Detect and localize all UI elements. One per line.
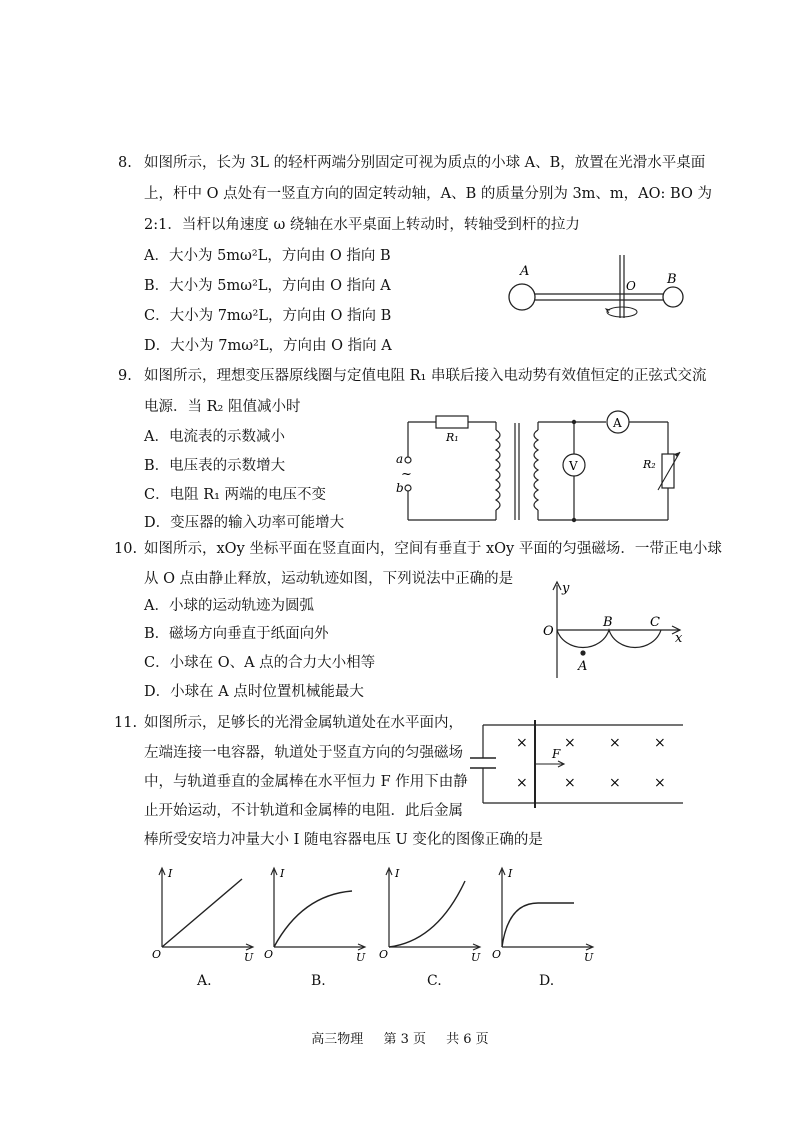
label-a: A [520,264,530,279]
svg-text:×: × [654,775,666,791]
svg-text:×: × [609,775,621,791]
ball-b [663,287,683,307]
svg-text:~: ~ [401,467,412,482]
graph-c [377,865,487,965]
svg-text:×: × [516,735,528,751]
svg-text:y: y [562,581,570,596]
point-a [580,650,585,655]
svg-text:R₂: R₂ [643,458,656,471]
q10-number: 10. [114,541,138,557]
q8-option-d: D．大小为 7mω²L，方向由 O 指向 A [144,338,392,354]
q11-stem-line-3: 中，与轨道垂直的金属棒在水平恒力 F 作用下由静 [144,774,468,790]
svg-text:×: × [654,735,666,751]
graph-c-curve [389,881,465,947]
terminal-a [405,457,411,463]
q10-option-c: C．小球在 O、A 点的合力大小相等 [144,655,376,671]
q11-stem-line-1: 如图所示，足够长的光滑金属轨道处在水平面内， [144,715,463,731]
secondary-coil [534,430,538,510]
svg-text:×: × [609,735,621,751]
q11-stem-line-5: 棒所受安培力冲量大小 I 随电容器电压 U 变化的图像正确的是 [144,832,543,848]
svg-text:I: I [508,867,513,880]
q10-stem-line-2: 从 O 点由静止释放，运动轨迹如图，下列说法中正确的是 [144,571,514,587]
graph-a-label: A. [197,973,212,989]
q10-stem-line-1: 如图所示，xOy 坐标平面在竖直面内，空间有垂直于 xOy 平面的匀强磁场．一带正电小球 [144,541,722,557]
svg-text:a: a [396,452,404,466]
q8-option-a: A．大小为 5mω²L，方向由 O 指向 B [144,248,391,264]
footer-subject: 高三物理 [311,1032,364,1047]
svg-text:O: O [264,948,274,961]
resistor-r1 [436,416,468,428]
svg-text:I: I [280,867,285,880]
label-o: O [626,279,636,293]
graph-b [262,865,372,965]
q9-option-a: A．电流表的示数减小 [144,429,285,445]
svg-text:O: O [492,948,502,961]
q8-option-b: B．大小为 5mω²L，方向由 O 指向 A [144,278,391,294]
svg-text:U: U [244,951,254,964]
svg-text:R₁: R₁ [446,431,459,444]
svg-text:O: O [379,948,389,961]
q9-stem-line-2: 电源．当 R₂ 阻值减小时 [144,399,301,415]
q11-stem-line-2: 左端连接一电容器，轨道处于竖直方向的匀强磁场 [144,745,463,761]
primary-coil [496,430,500,510]
svg-text:O: O [152,948,162,961]
q9-option-c: C．电阻 R₁ 两端的电压不变 [144,487,327,503]
graph-b-curve [274,891,352,947]
svg-text:I: I [168,867,173,880]
svg-text:A: A [613,416,622,430]
q8-stem-line-2: 上，杆中 O 点处有一竖直方向的固定转动轴，A、B 的质量分别为 3m、m，AO: BO 为 [144,186,712,202]
graph-d [490,865,600,965]
q8-rod-figure [500,250,700,330]
svg-text:C: C [650,615,660,630]
page-footer [0,1028,800,1047]
resistor-r2 [662,454,674,488]
graph-b-label: B. [311,973,326,989]
ball-a [509,284,535,310]
svg-text:O: O [543,624,554,639]
q8-option-c: C．大小为 7mω²L，方向由 O 指向 B [144,308,392,324]
svg-text:x: x [675,631,683,646]
svg-text:V: V [569,459,578,473]
footer-total: 共 6 页 [446,1032,489,1047]
q9-option-d: D．变压器的输入功率可能增大 [144,515,345,531]
q10-trajectory-figure [540,580,690,680]
footer-page: 第 3 页 [383,1032,426,1047]
graph-a [150,865,260,965]
graph-d-label: D. [539,973,555,989]
q8-number: 8. [118,155,132,171]
svg-text:×: × [516,775,528,791]
q10-option-a: A．小球的运动轨迹为圆弧 [144,598,314,614]
q11-number: 11. [114,715,138,731]
q10-option-b: B．磁场方向垂直于纸面向外 [144,626,329,642]
svg-text:b: b [396,481,404,495]
q11-rail-figure [478,720,688,810]
svg-text:U: U [471,951,481,964]
q10-option-d: D．小球在 A 点时位置机械能最大 [144,684,364,700]
q8-stem-line-1: 如图所示，长为 3L 的轻杆两端分别固定可视为质点的小球 A、B，放置在光滑水平桌面 [144,155,706,171]
svg-text:×: × [564,775,576,791]
svg-text:A: A [578,659,588,674]
svg-text:U: U [584,951,594,964]
terminal-b [405,485,411,491]
q9-option-b: B．电压表的示数增大 [144,458,286,474]
svg-text:I: I [395,867,400,880]
svg-text:F: F [552,747,561,761]
q11-stem-line-4: 止开始运动，不计轨道和金属棒的电阻．此后金属 [144,803,463,819]
label-b: B [667,272,677,287]
graph-d-curve [502,903,574,947]
graph-c-label: C. [427,973,442,989]
svg-text:×: × [564,735,576,751]
trajectory-arc [557,630,661,648]
q9-stem-line-1: 如图所示，理想变压器原线圈与定值电阻 R₁ 串联后接入电动势有效值恒定的正弦式交流 [144,368,707,384]
q9-number: 9. [118,368,132,384]
svg-text:B: B [603,615,613,630]
q9-transformer-circuit [396,408,686,528]
svg-text:U: U [356,951,366,964]
graph-a-curve [162,879,242,947]
q8-stem-line-3: 2:1．当杆以角速度 ω 绕轴在水平桌面上转动时，转轴受到杆的拉力 [144,217,580,233]
